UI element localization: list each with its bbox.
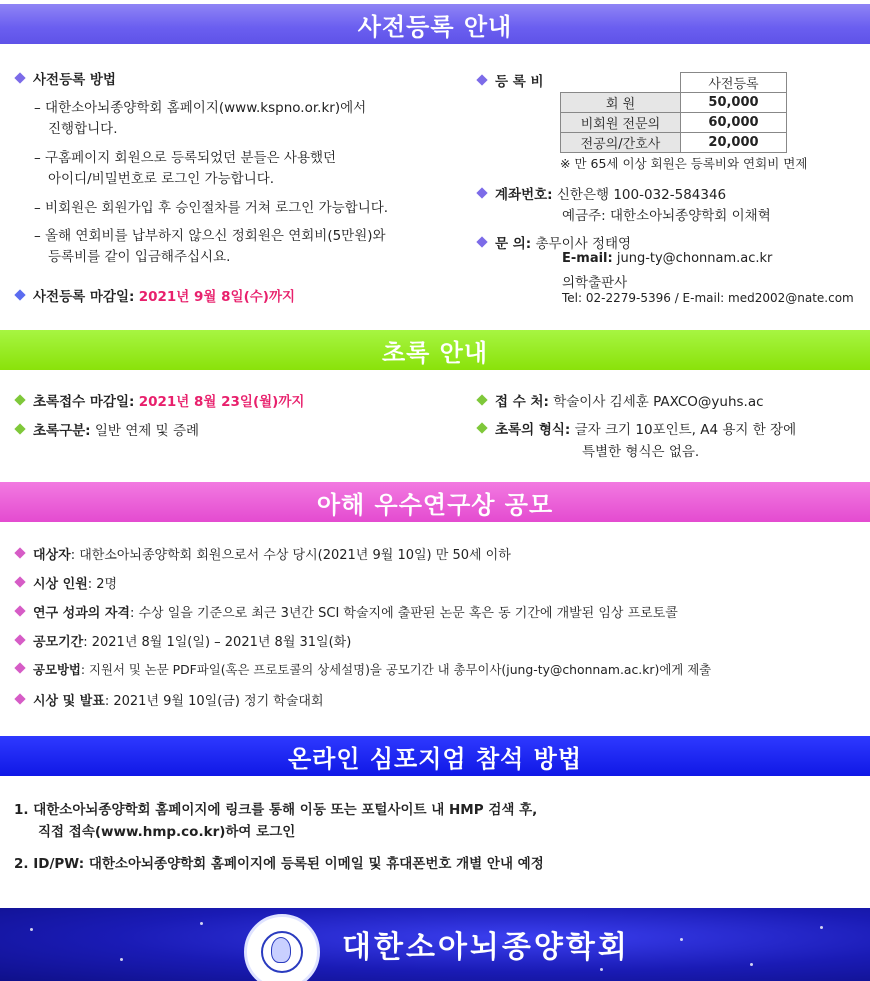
fee-table-header: 사전등록: [681, 73, 787, 93]
abstract-banner: 초록 안내: [0, 330, 870, 370]
contact-info: 문 의: 총무이사 정태영: [476, 232, 631, 252]
table-row: 전공의/간호사 20,000: [561, 133, 787, 153]
table-row: 회 원 50,000: [561, 93, 787, 113]
account-info: 계좌번호: 신한은행 100-032-584346: [476, 183, 726, 203]
diamond-bullet-icon: [476, 236, 489, 249]
head-icon: [271, 937, 291, 963]
registration-item: – 올해 연회비를 납부하지 않으신 정회원은 연회비(5만원)와: [34, 228, 386, 244]
diamond-bullet-icon: [476, 74, 489, 87]
diamond-bullet-icon: [14, 693, 27, 706]
online-step-2: 2. ID/PW: 대한소아뇌종양학회 홈페이지에 등록된 이메일 및 휴대폰번호 개별 안내 예정: [14, 856, 544, 872]
registration-item: – 구홈페이지 회원으로 등록되었던 분들은 사용했던: [34, 150, 337, 166]
award-item: 대상자: 대한소아뇌종양학회 회원으로서 수상 당시(2021년 9월 10일) 만 50세 이하: [14, 544, 511, 563]
award-item: 시상 및 발표: 2021년 9월 10일(금) 정기 학술대회: [14, 690, 324, 709]
registration-deadline: 사전등록 마감일: 2021년 9월 8일(수)까지: [14, 285, 295, 305]
fee-table: [560, 72, 787, 153]
footer-title: 대한소아뇌종양학회: [342, 930, 630, 965]
award-item: 공모기간: 2021년 8월 1일(일) – 2021년 8월 31일(화): [14, 631, 351, 650]
abstract-deadline: 초록접수 마감일: 2021년 8월 23일(월)까지: [14, 390, 304, 410]
diamond-bullet-icon: [14, 576, 27, 589]
diamond-bullet-icon: [14, 72, 27, 85]
diamond-bullet-icon: [14, 662, 27, 675]
footer: [0, 908, 870, 981]
abstract-format: 초록의 형식: 글자 크기 10포인트, A4 용지 한 장에: [476, 418, 796, 438]
award-item: 공모방법: 지원서 및 논문 PDF파일(혹은 프로토콜의 상세설명)을 공모기간 내 총무이사(jung-ty@chonnam.ac.kr)에게 제출: [14, 660, 711, 678]
abstract-deadline-value: 2021년 8월 23일(월)까지: [138, 394, 305, 410]
diamond-bullet-icon: [14, 634, 27, 647]
registration-item: – 비회원은 회원가입 후 승인절차를 거쳐 로그인 가능합니다.: [34, 200, 389, 216]
registration-item: – 대한소아뇌종양학회 홈페이지(www.kspno.or.kr)에서: [34, 100, 367, 116]
registration-deadline-value: 2021년 9월 8일(수)까지: [138, 289, 296, 305]
diamond-bullet-icon: [14, 547, 27, 560]
diamond-bullet-icon: [476, 187, 489, 200]
registration-item: 등록비를 같이 입금해주십시요.: [48, 249, 231, 265]
fee-note: ※ 만 65세 이상 회원은 등록비와 연회비 면제: [560, 156, 808, 171]
registration-item: 진행합니다.: [48, 121, 118, 137]
diamond-bullet-icon: [14, 423, 27, 436]
table-row: 비회원 전문의 60,000: [561, 113, 787, 133]
account-holder: 예금주: 대한소아뇌종양학회 이채혁: [562, 208, 771, 224]
society-logo: [244, 914, 320, 981]
online-banner: 온라인 심포지엄 참석 방법: [0, 736, 870, 776]
online-step-1: 1. 대한소아뇌종양학회 홈페이지에 링크를 통해 이동 또는 포털사이트 내 HMP 검색 후,: [14, 802, 538, 818]
award-banner: 아해 우수연구상 공모: [0, 482, 870, 522]
diamond-bullet-icon: [476, 394, 489, 407]
diamond-bullet-icon: [14, 605, 27, 618]
award-item: 시상 인원: 2명: [14, 573, 117, 592]
contact-email: E-mail: jung-ty@chonnam.ac.kr: [562, 251, 773, 266]
diamond-bullet-icon: [14, 289, 27, 302]
registration-method-label: 사전등록 방법: [33, 72, 116, 88]
award-item: 연구 성과의 자격: 수상 일을 기준으로 최근 3년간 SCI 학술지에 출판된 논문 혹은 동 기간에 개발된 임상 프로토콜: [14, 602, 678, 621]
diamond-bullet-icon: [476, 422, 489, 435]
registration-method-heading: [14, 68, 116, 88]
fee-heading: 등 록 비: [476, 70, 544, 90]
abstract-category: 초록구분: 일반 연제 및 증례: [14, 419, 199, 439]
contact-tel: Tel: 02-2279-5396 / E-mail: med2002@nate.com: [562, 291, 854, 305]
abstract-receiver: 접 수 처: 학술이사 김세훈 PAXCO@yuhs.ac: [476, 390, 764, 410]
diamond-bullet-icon: [14, 394, 27, 407]
contact-publisher: 의학출판사: [562, 275, 628, 291]
abstract-format-line2: 특별한 형식은 없음.: [582, 444, 700, 460]
online-step-1-line2: 직접 접속(www.hmp.co.kr)하여 로그인: [38, 824, 296, 840]
registration-item: 아이디/비밀번호로 로그인 가능합니다.: [48, 171, 275, 187]
registration-banner: 사전등록 안내: [0, 4, 870, 44]
